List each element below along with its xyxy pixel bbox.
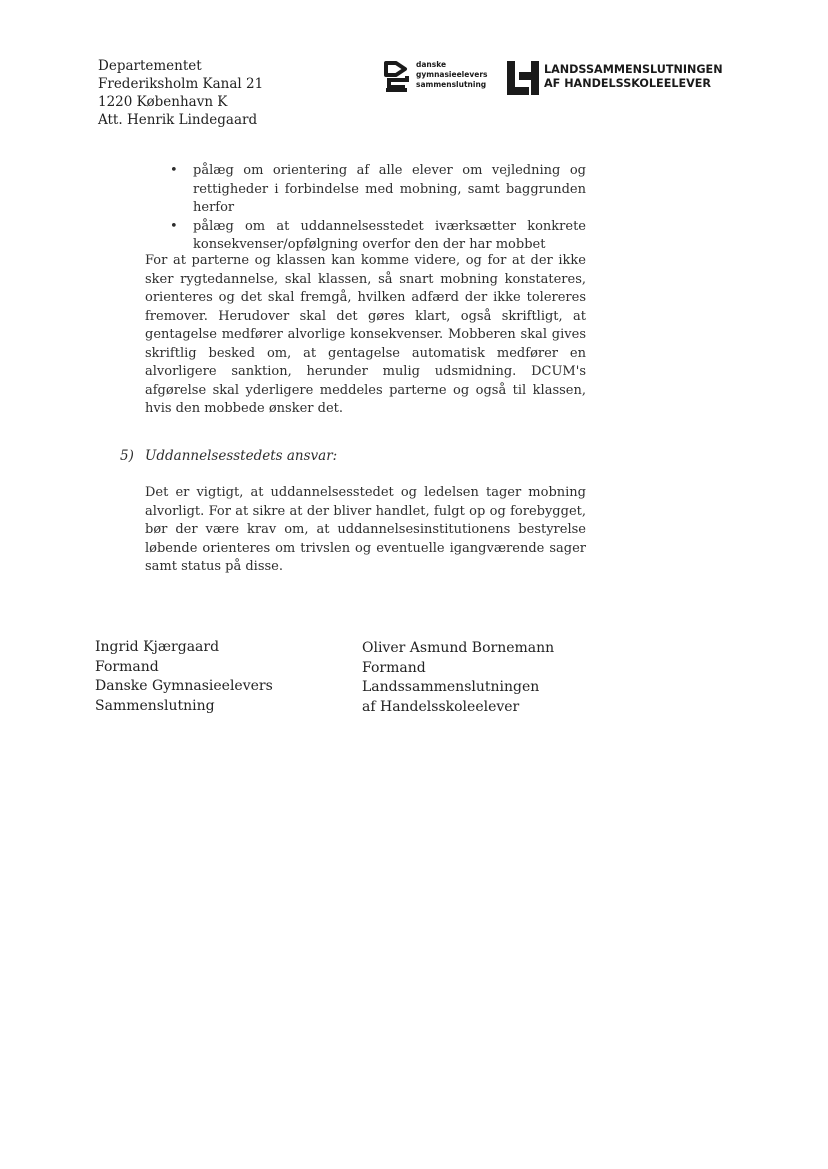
dgs-logo-text bbox=[416, 60, 487, 90]
signature-block-right bbox=[362, 639, 554, 717]
address-line: Att. Henrik Lindegaard bbox=[98, 112, 258, 128]
signatory-org: af Handelsskoleelever bbox=[362, 698, 520, 715]
dgs-logo bbox=[383, 60, 493, 98]
paragraph: For at parterne og klassen kan komme videre, og for at der ikke sker rygtedannelse, skal klassen, så snart mobning konstateres, orienteres og det skal fremgå, hvilken adfærd der ikke tolereres fremover. Herudover skal det gøres klart, også skriftligt, at gentagelse medfører alvorlige konsekvenser. Mobberen skal gives skriftlig besked om, at gentagelse automatisk medfører en alvorligere sanktion, herunder mulig udsmidning. DCUM's afgørelse skal yderligere meddeles parterne og også til klassen, hvis den mobbede ønsker det. bbox=[145, 253, 586, 416]
signatory-org: Danske Gymnasieelevers bbox=[95, 678, 273, 694]
address-line: Departementet bbox=[98, 58, 202, 74]
section-number: 5) bbox=[120, 448, 134, 464]
recipient-address bbox=[98, 57, 263, 129]
bullet-icon: • bbox=[170, 218, 178, 234]
signatory-title: Formand bbox=[95, 658, 159, 675]
address-line: 1220 København K bbox=[98, 94, 228, 110]
lh-logo bbox=[506, 60, 731, 98]
address-line: Frederiksholm Kanal 21 bbox=[98, 76, 264, 92]
lh-logo-line: LANDSSAMMENSLUTNINGEN bbox=[544, 63, 723, 76]
signatory-org: Sammenslutning bbox=[95, 697, 215, 714]
signatory-title: Formand bbox=[362, 659, 426, 676]
lh-logo-text bbox=[544, 63, 723, 91]
dgs-logo-line: danske bbox=[416, 60, 447, 69]
signatory-org: Landssammenslutningen bbox=[362, 679, 540, 695]
bullet-icon: • bbox=[170, 163, 178, 178]
bullet-text: pålæg om orientering af alle elever om vejledning og rettigheder i forbindelse med mobning, samt baggrunden herfor bbox=[193, 163, 586, 215]
section-title: Uddannelsesstedets ansvar: bbox=[145, 448, 338, 464]
signature-block-left bbox=[95, 638, 273, 716]
signatory-name: Oliver Asmund Bornemann bbox=[362, 640, 555, 656]
dgs-logo-icon bbox=[383, 60, 411, 96]
dgs-logo-line: gymnasieelevers bbox=[416, 70, 488, 79]
dgs-logo-line: sammenslutning bbox=[416, 80, 487, 89]
section-heading bbox=[120, 448, 337, 464]
bullet-text: pålæg om at uddannelsesstedet iværksætter konkrete konsekvenser/opfølgning overfor den der har mobbet bbox=[193, 218, 586, 252]
lh-logo-icon bbox=[506, 60, 540, 96]
lh-logo-line: AF HANDELSSKOLEELEVER bbox=[544, 77, 712, 90]
list-item bbox=[166, 218, 586, 255]
paragraph: Det er vigtigt, at uddannelsesstedet og ledelsen tager mobning alvorligt. For at sikre at der bliver handlet, fulgt op og forebygget, bør der være krav om, at uddannelsesinstitutionens bestyrelse løbende orienteres om trivslen og eventuelle igangværende sager samt status på disse. bbox=[145, 485, 586, 574]
bullet-list bbox=[166, 162, 586, 255]
signatory-name: Ingrid Kjærgaard bbox=[95, 639, 220, 655]
list-item bbox=[166, 162, 586, 218]
